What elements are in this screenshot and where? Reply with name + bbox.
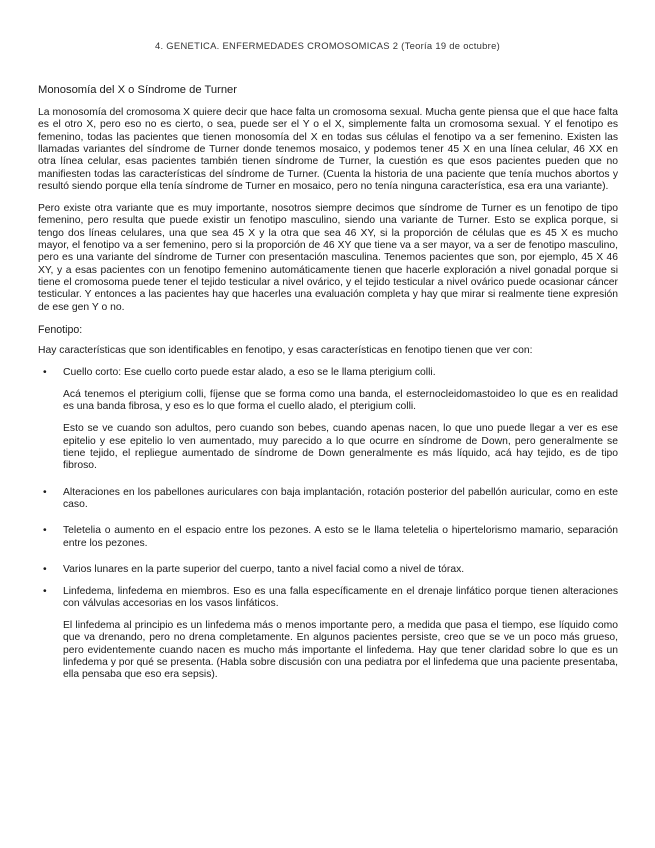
paragraph-variante-masculina: Pero existe otra variante que es muy importante, nosotros siempre decimos que síndrome de Turner es un fenotipo de tipo femenino, pero resulta que puede existir un fenotipo masculino, siendo una variante de Turner. Esto se explica porque, si tengo dos líneas celulares, una que sea 45 X y la otra que sea 46 XY, si la proporción de células que es 45 X es mucho mayor, el fenotipo va a ser femenino, pero si la proporción de 46 XY que tiene va a ser mayor, va a ser de fenotipo masculino, pero es una variante del síndrome de Turner con presentación masculina. Tenemos pacientes que son, por ejemplo, 45 X 46 XY, y a esas pacientes con un fenotipo femenino automáticamente tienen que hacerle exploración a nivel gonadal porque si tiene el cromosoma puede tener el tejido testicular a nivel ovárico, y el tejido testicular a nivel ovárico puede ocasionar cáncer testicular. Y entonces a las pacientes hay que hacerles una evaluación completa y hay que mirar si realmente tiene expresión de ese gen Y o no. <box>38 202 618 313</box>
list-item-text: Alteraciones en los pabellones auriculares con baja implantación, rotación posterior del pabellón auricular, como en este caso. <box>63 486 618 510</box>
list-item-text: Linfedema, linfedema en miembros. Eso es una falla específicamente en el drenaje linfático porque tienen alteraciones con válvulas accesorias en los vasos linfáticos. <box>63 585 618 610</box>
paragraph-monosomia: La monosomía del cromosoma X quiere decir que hace falta un cromosoma sexual. Mucha gente piensa que el que hace falta es el otro X, pero eso no es cierto, o sea, puede ser el Y o el X, simplemente falta un cromosoma sexual. Y el fenotipo es femenino, todas las pacientes que tienen monosomía del X en todas sus células el fenotipo va a ser femenino. Existen las llamadas variantes del síndrome de Turner donde tenemos mosaico, y podemos tener 45 X en una línea celular, 46 XX en otra línea celular, esas pacientes también tienen síndrome de Turner, la cuestión es que esos pacientes pueden que no manifiesten todas las características del síndrome de Turner. (Cuenta la historia de una paciente que tenía muchos abortos y resultó siendo porque ella tenía síndrome de Turner en mosaico, pero no tenía ninguna característica, esa era una variante). <box>38 107 618 193</box>
list-item-detail: Acá tenemos el pterigium colli, fíjense que se forma como una banda, el esternocleidomastoideo lo que es en realidad es una banda fibrosa, y eso es lo que forma el cuello alado, el pterigium colli. <box>63 389 618 413</box>
document-body <box>38 84 618 691</box>
list-item-detail: Esto se ve cuando son adultos, pero cuando son bebes, cuando apenas nacen, lo que uno puede llegar a ver es ese epitelio y ese epitelio lo ven aumentado, muy parecido a lo que ocurre en síndrome de Down, pero generalmente se tiene tejido, el repliegue aumentado de síndrome de Down generalmente es más líquido, acá hay tejido, es de tipo fibroso. <box>63 423 618 472</box>
bullet-icon: • <box>43 585 47 597</box>
list-item-linfedema <box>38 586 618 682</box>
list-item-text: Varios lunares en la parte superior del cuerpo, tanto a nivel facial como a nivel de tórax. <box>63 563 465 575</box>
fenotipo-intro: Hay características que son identificables en fenotipo, y esas características en fenotipo tienen que ver con: <box>38 345 533 357</box>
bullet-icon: • <box>43 563 47 575</box>
bullet-icon: • <box>43 486 47 498</box>
list-item-lunares <box>38 564 618 576</box>
list-item-cuello-corto <box>38 367 618 472</box>
list-item-text: Cuello corto: Ese cuello corto puede estar alado, a eso se le llama pterigium colli. <box>63 367 436 379</box>
bullet-icon: • <box>43 525 47 537</box>
fenotipo-label: Fenotipo: <box>38 323 83 336</box>
list-item-detail: El linfedema al principio es un linfedema más o menos importante pero, a medida que pasa el tiempo, ese líquido como que va drenando, pero no drena completamente. En algunos pacientes persiste, creo que se ve un poco más grueso, pero evidentemente cuando nacen es mucho más importante el linfedema. Hay que tener claridad sobre lo que es un linfedema y por qué se presenta. (Habla sobre discusión con una pediatra por el linfedema que una paciente presentaba, ella pensaba que eso era sepsis). <box>63 620 618 681</box>
fenotipo-list <box>38 367 618 682</box>
list-item-text: Teletelia o aumento en el espacio entre los pezones. A esto se le llama teletelia o hipertelorismo mamario, separación entre los pezones. <box>63 525 618 549</box>
list-item-teletelia <box>38 525 618 550</box>
section-title: Monosomía del X o Síndrome de Turner <box>38 84 237 96</box>
bullet-icon: • <box>43 367 47 379</box>
page-header: 4. GENETICA. ENFERMEDADES CROMOSOMICAS 2 (Teoría 19 de octubre) <box>154 40 501 51</box>
list-item-pabellones <box>38 487 618 512</box>
